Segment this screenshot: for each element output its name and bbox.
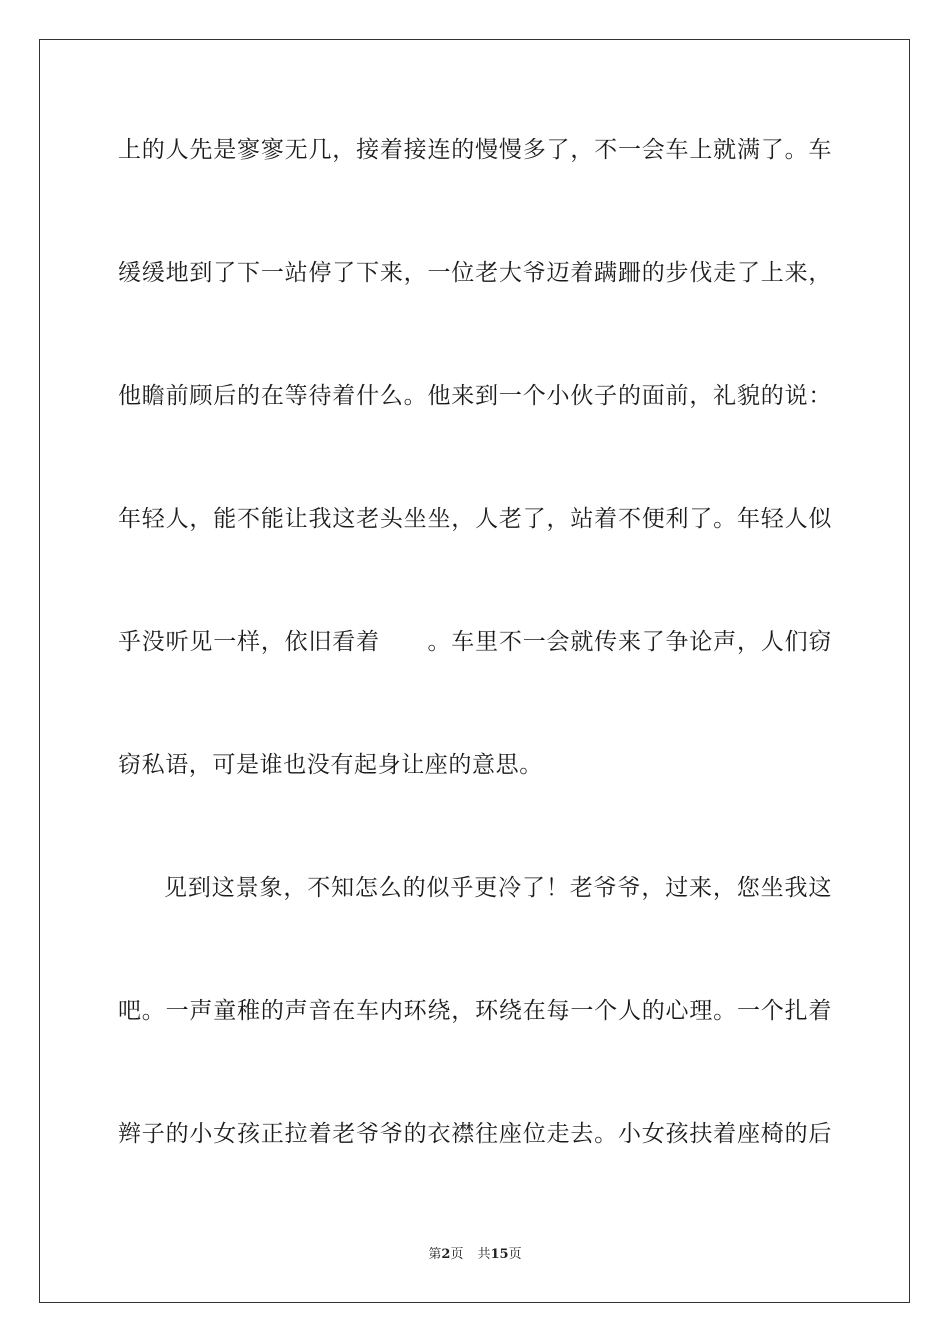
body-text-line: 乎没听见一样，依旧看着 。车里不一会就传来了争论声，人们窃 <box>118 629 832 655</box>
body-text-line: 他瞻前顾后的在等待着什么。他来到一个小伙子的面前，礼貌的说： <box>118 383 832 409</box>
body-text-line-indented: 见到这景象，不知怎么的似乎更冷了！老爷爷，过来，您坐我这 <box>164 875 832 901</box>
total-pages: 15 <box>490 1247 509 1262</box>
page-footer <box>0 1246 950 1264</box>
body-text-line: 上的人先是寥寥无几，接着接连的慢慢多了，不一会车上就满了。车 <box>118 137 832 163</box>
body-text-line: 辫子的小女孩正拉着老爷爷的衣襟往座位走去。小女孩扶着座椅的后 <box>118 1121 832 1147</box>
total-pages-suffix: 页 <box>508 1247 522 1262</box>
body-text-line: 年轻人，能不能让我这老头坐坐，人老了，站着不便利了。年轻人似 <box>118 506 832 532</box>
page-number-suffix: 页 <box>450 1247 464 1262</box>
total-pages-prefix: 共 <box>477 1247 491 1262</box>
page-number: 2 <box>441 1247 451 1262</box>
body-text-line-paragraph-end: 窃私语，可是谁也没有起身让座的意思。 <box>118 752 543 778</box>
page-number-prefix: 第 <box>428 1247 442 1262</box>
body-text-line: 吧。一声童稚的声音在车内环绕，环绕在每一个人的心理。一个扎着 <box>118 998 832 1024</box>
body-text-line: 缓缓地到了下一站停了下来，一位老大爷迈着蹒跚的步伐走了上来， <box>118 260 832 286</box>
page-border <box>39 39 910 1303</box>
